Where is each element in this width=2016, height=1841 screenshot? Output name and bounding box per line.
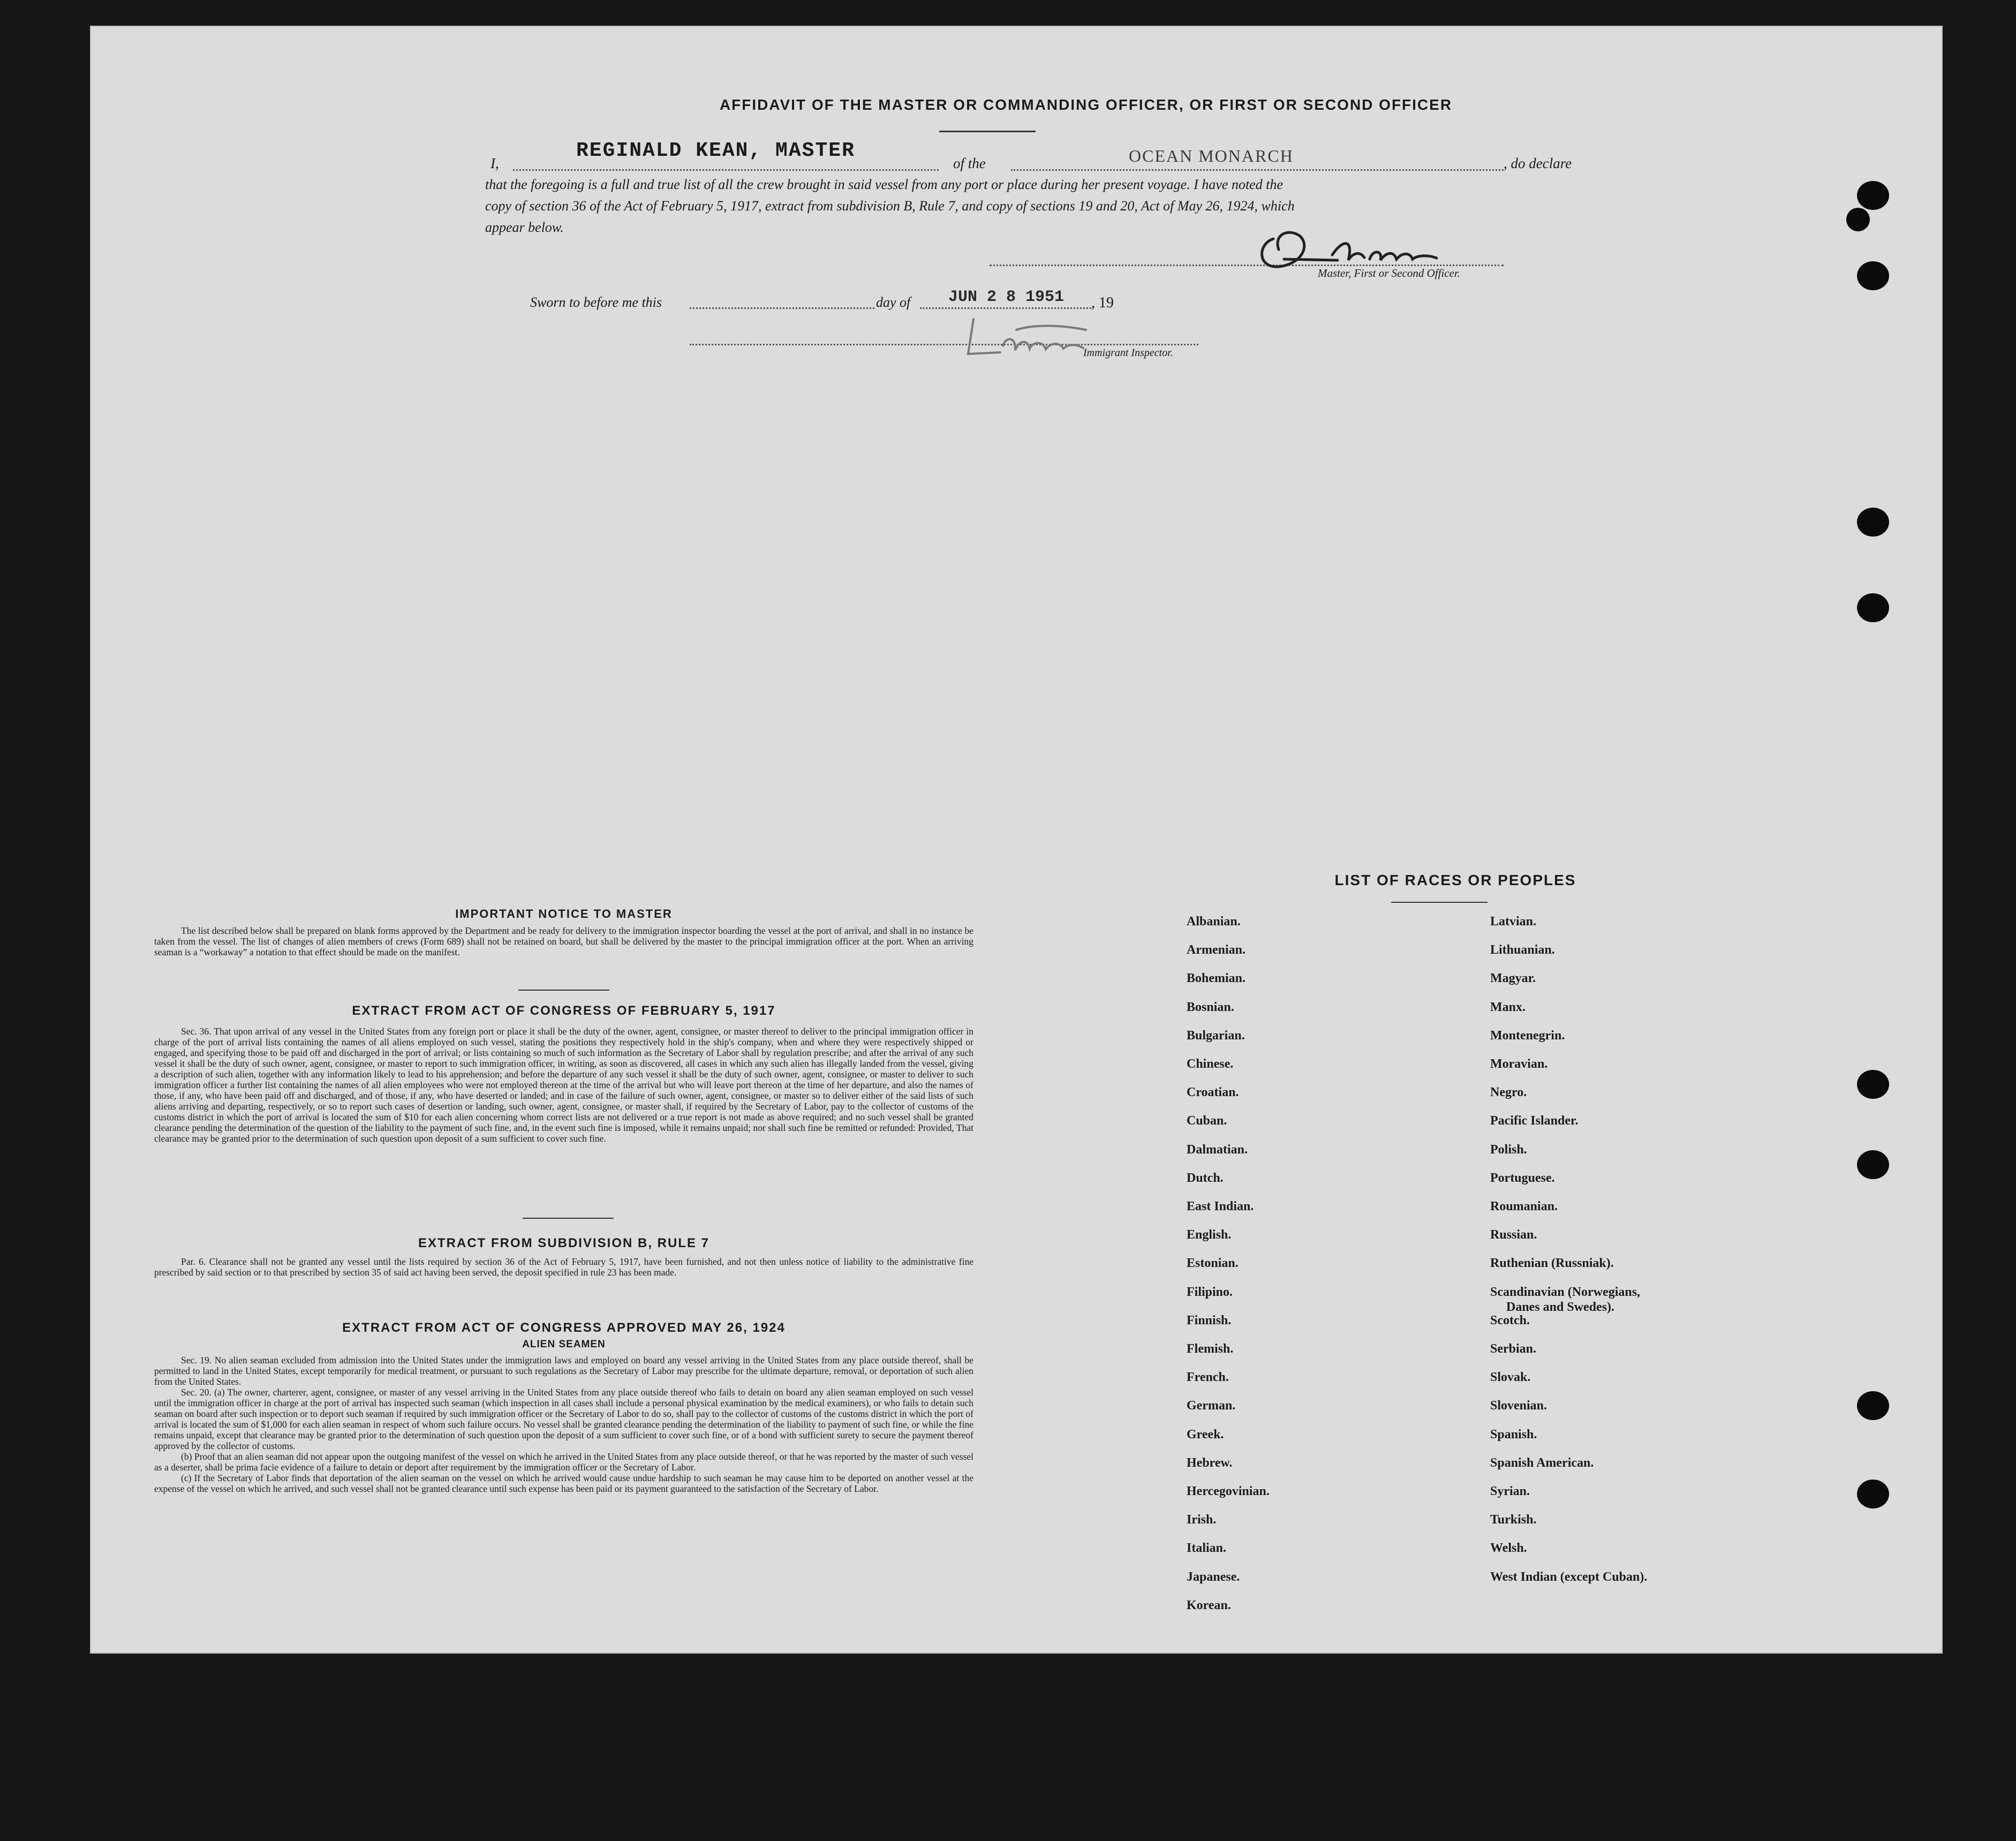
master-caption: Master, First or Second Officer. <box>1318 267 1460 280</box>
race-item: Latvian. <box>1490 915 1537 929</box>
race-item: Turkish. <box>1490 1513 1537 1527</box>
race-item: Russian. <box>1490 1228 1537 1242</box>
notice-title: IMPORTANT NOTICE TO MASTER <box>455 907 673 920</box>
inspector-caption: Immigrant Inspector. <box>1083 347 1173 359</box>
document-page <box>90 26 1943 1654</box>
affidavit-title: AFFIDAVIT OF THE MASTER OR COMMANDING OFFICER, OR FIRST OR SECOND OFFICER <box>719 96 1453 113</box>
race-item: Bohemian. <box>1187 971 1246 986</box>
race-item: Scandinavian (Norwegians, <box>1490 1285 1641 1299</box>
race-item: Irish. <box>1187 1513 1217 1527</box>
section-19-text: Sec. 19. No alien seaman excluded from admission into the United States under the immigration laws and employed on board any vessel arriving in the United States from any place outside thereof, shall be permitted to land in the United States, except temporarily for medical treatment, or pursuant to such regulations as the Secretary of Labor may prescribe for the ultimate departure, removal, or deportation of such alien from the United States. <box>154 1355 973 1387</box>
race-item: Slovenian. <box>1490 1399 1547 1413</box>
binder-hole <box>1857 181 1889 210</box>
race-item: Finnish. <box>1187 1313 1232 1327</box>
race-item: Flemish. <box>1187 1342 1234 1356</box>
sworn-day-line <box>690 307 874 309</box>
extract-1924-title: EXTRACT FROM ACT OF CONGRESS APPROVED MAY 26, 1924 <box>342 1321 786 1335</box>
title-divider <box>939 131 1036 132</box>
race-item: Slovak. <box>1490 1370 1531 1385</box>
race-item: Portuguese. <box>1490 1171 1555 1185</box>
day-of-label: day of <box>876 295 911 310</box>
binder-hole <box>1857 593 1889 622</box>
race-item: Filipino. <box>1187 1285 1233 1299</box>
notice-text: The list described below shall be prepared on blank forms approved by the Department and be ready for delivery to the immigration inspector boarding the vessel at the port of arrival, and shall in no instance be taken from the vessel. The list of changes of alien members of crews (Form 689) shall not be retained on board, but shall be delivered by the master to the principal immigration officer at the port. When an arriving seaman is a “workaway” a notation to that effect should be made on the manifest. <box>154 925 973 957</box>
date-stamp: JUN 2 8 1951 <box>948 288 1064 306</box>
race-item: Ruthenian (Russniak). <box>1490 1256 1614 1271</box>
section-20a-text: Sec. 20. (a) The owner, charterer, agent, consignee, or master of any vessel arriving in the United States from any place outside thereof who fails to detain on board any alien seaman employed on such vessel until the immigration officer in charge at the port of arrival has inspected such seaman (which inspection in all cases shall include a personal physical examination by the medical examiners), or who fails to detain such seaman on board after such inspection or to deport such seaman if required by such immigration officer or the Secretary of Labor to do so, shall pay to the collector of customs of the customs district in which the port of arrival is located the sum of $1,000 for each alien seaman in respect of whom such failure occurs. No vessel shall be granted clearance pending the determination of the liability to payment of such fine, or while the fine remains unpaid, except that clearance may be granted prior to the determination of such question upon the deposit of a sum sufficient to cover such fine, or of a bond with sufficient surety to secure the payment thereof approved by the collector of customs. <box>154 1387 973 1451</box>
rule7-title: EXTRACT FROM SUBDIVISION B, RULE 7 <box>418 1236 710 1250</box>
rule7-text: Par. 6. Clearance shall not be granted any vessel until the lists required by section 36 of the Act of February 5, 1917, have been furnished, and not then unless notice of liability to the administrative fine prescribed by said section or to that prescribed by section 35 of said act having been served, the deposit specified in rule 23 has been made. <box>154 1256 973 1278</box>
binder-hole <box>1857 508 1889 537</box>
race-item: Serbian. <box>1490 1342 1537 1356</box>
officer-name: REGINALD KEAN, MASTER <box>576 139 855 162</box>
race-item: Lithuanian. <box>1490 943 1555 957</box>
race-item: Polish. <box>1490 1142 1527 1157</box>
affidavit-i: I, <box>490 155 499 171</box>
race-item: Albanian. <box>1187 915 1241 929</box>
sworn-label: Sworn to before me this <box>530 295 662 310</box>
affidavit-body-1: that the foregoing is a full and true list of all the crew brought in said vessel from any port or place during her present voyage. I have noted the <box>485 177 1283 192</box>
affidavit-body-3: appear below. <box>485 220 564 235</box>
race-item: Dutch. <box>1187 1171 1224 1185</box>
race-item: Hercegovinian. <box>1187 1484 1270 1498</box>
binder-hole <box>1857 1150 1889 1179</box>
of-the-label: of the <box>953 155 986 171</box>
extract-1917-title: EXTRACT FROM ACT OF CONGRESS OF FEBRUARY 5, 1917 <box>352 1004 776 1018</box>
race-item: Greek. <box>1187 1427 1224 1442</box>
race-item: Spanish. <box>1490 1427 1537 1442</box>
race-item: Danes and Swedes). <box>1506 1300 1615 1314</box>
race-item: Japanese. <box>1187 1570 1240 1584</box>
race-item: Scotch. <box>1490 1313 1530 1327</box>
race-item: Negro. <box>1490 1085 1527 1100</box>
race-item: Montenegrin. <box>1490 1028 1565 1043</box>
race-item: Bosnian. <box>1187 1000 1234 1014</box>
binder-hole <box>1857 261 1889 290</box>
alien-seamen-subtitle: ALIEN SEAMEN <box>522 1339 606 1350</box>
binder-hole <box>1846 208 1870 231</box>
binder-hole <box>1857 1480 1889 1508</box>
vessel-name: OCEAN MONARCH <box>1129 146 1294 165</box>
race-item: Pacific Islander. <box>1490 1114 1579 1128</box>
race-item: Hebrew. <box>1187 1455 1233 1470</box>
race-item: Magyar. <box>1490 971 1536 986</box>
race-item: German. <box>1187 1399 1236 1413</box>
race-item: Armenian. <box>1187 943 1245 957</box>
race-item: Chinese. <box>1187 1057 1234 1071</box>
races-title: LIST OF RACES OR PEOPLES <box>1334 872 1576 888</box>
race-item: Cuban. <box>1187 1114 1227 1128</box>
race-item: Spanish American. <box>1490 1455 1594 1470</box>
race-item: Dalmatian. <box>1187 1142 1248 1157</box>
race-item: Croatian. <box>1187 1085 1239 1100</box>
do-declare: , do declare <box>1504 155 1572 171</box>
notice-divider <box>518 990 609 991</box>
rule7-body <box>154 1256 973 1278</box>
section-36-text: Sec. 36. That upon arrival of any vessel in the United States from any foreign port or place it shall be the duty of the owner, agent, consignee, or master thereof to deliver to the principal immigration officer in charge of the port of arrival lists containing the names of all aliens employed on such vessel, stating the positions they respectively hold in the ship's company, when and where they were respectively shipped or engaged, and specifying those to be paid off and discharged in the port of arrival; or lists containing so much of such information as the Secretary of Labor shall by regulation prescribe; and after the arrival of any such vessel it shall be the duty of such owner, agent, consignee, or master to report to such immigration officer, in writing, as soon as discovered, all cases in which any such alien has illegally landed from the vessel, giving a description of such alien, together with any information likely to lead to his apprehension; and before the departure of any such vessel it shall be the duty of such owner, agent, consignee, or master to deliver to such immigration officer a further list containing the names of all alien employees who were not employed thereon at the time of the arrival but who will leave port thereon at the time of her departure, and also the names of those, if any, who have been paid off and discharged, and of those, if any, who have deserted or landed; and in case of the failure of such owner, agent, consignee, or master so to deliver either of the said lists of such aliens arriving and departing, respectively, or so to report such cases of desertion or landing, such owner, agent, consignee, or master shall, if required by the Secretary of Labor, pay to the collector of customs of the customs district in which the port of arrival is located the sum of $10 for each alien concerning whom correct lists are not delivered or a true report is not made as above required; and no such vessel shall be granted clearance pending the determination of the question of the liability to the payment of such fine, and, in the event such fine is imposed, while it remains unpaid; nor shall such fine be remitted or refunded: Provided, That clearance may be granted prior to the determination of such question upon deposit of a sum sufficient to cover such fine. <box>154 1026 973 1144</box>
notice-body <box>154 925 973 957</box>
section-20b-text: (b) Proof that an alien seaman did not appear upon the outgoing manifest of the vessel on which he arrived in the United States from any place outside thereof, or that he was reported by the master of such vessel as a deserter, shall be prima facie evidence of a failure to detain or deport after requirement by the immigration officer or the Secretary of Labor. <box>154 1451 973 1473</box>
vessel-name-line <box>1011 169 1504 171</box>
race-item: Bulgarian. <box>1187 1028 1245 1043</box>
race-item: Italian. <box>1187 1541 1227 1556</box>
race-item: Roumanian. <box>1490 1199 1558 1213</box>
race-item: English. <box>1187 1228 1232 1242</box>
officer-name-line <box>513 169 939 171</box>
race-item: Estonian. <box>1187 1256 1239 1271</box>
extract-1917-body <box>154 1026 973 1144</box>
races-divider <box>1391 902 1488 903</box>
race-item: West Indian (except Cuban). <box>1490 1570 1648 1584</box>
affidavit-body-2: copy of section 36 of the Act of February 5, 1917, extract from subdivision B, Rule 7, and copy of sections 19 and 20, Act of May 26, 1924, which <box>485 198 1295 214</box>
race-item: Moravian. <box>1490 1057 1548 1071</box>
extract-1917-divider <box>523 1218 614 1219</box>
binder-hole <box>1857 1391 1889 1420</box>
race-item: Welsh. <box>1490 1541 1527 1556</box>
extract-1924-body <box>154 1355 973 1494</box>
binder-hole <box>1857 1070 1889 1099</box>
race-item: French. <box>1187 1370 1229 1385</box>
year-prefix: , 19 <box>1091 295 1114 311</box>
race-item: East Indian. <box>1187 1199 1254 1213</box>
race-item: Syrian. <box>1490 1484 1530 1498</box>
race-item: Korean. <box>1187 1598 1231 1612</box>
race-item: Manx. <box>1490 1000 1526 1014</box>
section-20c-text: (c) If the Secretary of Labor finds that deportation of the alien seaman on the vessel on which he arrived would cause undue hardship to such seaman he may cause him to be deported on another vessel at the expense of the vessel on which he arrived, and such vessel shall not be granted clearance until such expense has been paid or its payment guaranteed to the satisfaction of the Secretary of Labor. <box>154 1473 973 1494</box>
